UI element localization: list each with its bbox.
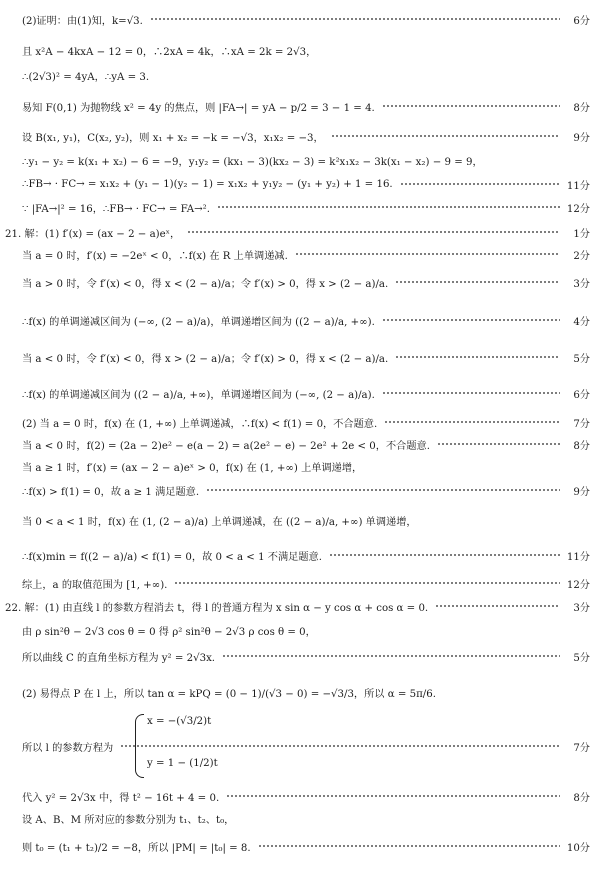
dot-leader bbox=[150, 18, 560, 20]
solution-line bbox=[0, 434, 600, 454]
solution-line bbox=[0, 310, 600, 330]
line-text: 22. 解：(1) 由直线 l 的参数方程消去 t，得 l 的普通方程为 x sin α − y cos α + cos α = 0. bbox=[5, 602, 429, 614]
solution-line bbox=[0, 347, 600, 367]
line-text: 代入 y² = 2√3x 中，得 t² − 16t + 4 = 0. bbox=[22, 792, 220, 804]
line-text: (2) 当 a = 0 时，f(x) 在 (1, +∞) 上单调递减，∴f(x) < f(1) = 0，不合题意. bbox=[22, 418, 378, 430]
line-text: ∴(2√3)² = 4yA，∴yA = 3. bbox=[22, 71, 150, 83]
solution-line bbox=[0, 736, 600, 756]
score-mark: 2分 bbox=[573, 250, 590, 262]
line-text: ∴f(x)min = f((2 − a)/a) < f(1) = 0，故 0 < a < 1 不满足题意. bbox=[22, 551, 322, 563]
solution-line bbox=[0, 620, 600, 640]
score-mark: 1分 bbox=[573, 228, 590, 240]
dot-leader bbox=[295, 253, 560, 255]
score-mark: 12分 bbox=[566, 203, 590, 215]
dot-leader bbox=[400, 183, 560, 185]
solution-line bbox=[0, 456, 600, 476]
score-mark: 7分 bbox=[573, 742, 590, 754]
solution-line bbox=[0, 222, 600, 242]
solution-line bbox=[0, 383, 600, 403]
solution-line bbox=[0, 480, 600, 500]
line-text: 21. 解：(1) f′(x) = (ax − 2 − a)eˣ， bbox=[5, 228, 181, 240]
solution-line bbox=[0, 545, 600, 565]
line-text: 易知 F(0,1) 为抛物线 x² = 4y 的焦点，则 |FA→| = yA − p/2 = 3 − 1 = 4. bbox=[22, 102, 375, 114]
line-text: ∴f(x) > f(1) = 0，故 a ≥ 1 满足题意. bbox=[22, 486, 200, 498]
param-eq-y: y = 1 − (1/2)t bbox=[147, 758, 218, 769]
dot-leader bbox=[222, 655, 560, 657]
solution-line bbox=[0, 646, 600, 666]
score-mark: 6分 bbox=[573, 389, 590, 401]
line-text: 所以 l 的参数方程为 bbox=[22, 742, 114, 754]
solution-line bbox=[0, 126, 600, 146]
score-mark: 8分 bbox=[573, 102, 590, 114]
line-text: 所以曲线 C 的直角坐标方程为 y² = 2√3x. bbox=[22, 652, 216, 664]
score-mark: 6分 bbox=[573, 15, 590, 27]
dot-leader bbox=[395, 356, 560, 358]
solution-line bbox=[0, 573, 600, 593]
solution-line bbox=[0, 412, 600, 432]
dot-leader bbox=[331, 135, 560, 137]
score-mark: 8分 bbox=[573, 440, 590, 452]
line-text: 当 0 < a < 1 时，f(x) 在 (1, (2 − a)/a) 上单调递减，在 ((2 − a)/a, +∞) 单调递增， bbox=[22, 516, 417, 528]
solution-line bbox=[0, 510, 600, 530]
line-text: ∴f(x) 的单调递减区间为 (−∞, (2 − a)/a)，单调递增区间为 ((2 − a)/a, +∞). bbox=[22, 316, 375, 328]
dot-leader bbox=[120, 745, 560, 747]
dot-leader bbox=[382, 392, 560, 394]
solution-line bbox=[0, 272, 600, 292]
dot-leader bbox=[226, 795, 560, 797]
solution-line bbox=[0, 150, 600, 170]
system-brace bbox=[135, 714, 144, 778]
line-text: ∵ |FA→|² = 16，∴FB→ · FC→ = FA→². bbox=[22, 203, 211, 215]
solution-line bbox=[0, 836, 600, 856]
line-text: 当 a > 0 时，令 f′(x) < 0，得 x < (2 − a)/a；令 f′(x) > 0，得 x > (2 − a)/a. bbox=[22, 278, 389, 290]
dot-leader bbox=[395, 281, 560, 283]
solution-line bbox=[0, 65, 600, 85]
score-mark: 12分 bbox=[566, 579, 590, 591]
solution-line bbox=[0, 40, 600, 60]
score-mark: 3分 bbox=[573, 278, 590, 290]
score-mark: 5分 bbox=[573, 652, 590, 664]
dot-leader bbox=[217, 206, 560, 208]
solution-line bbox=[0, 96, 600, 116]
line-text: 当 a ≥ 1 时，f′(x) = (ax − 2 − a)eˣ > 0，f(x) 在 (1, +∞) 上单调递增， bbox=[22, 462, 363, 474]
solution-line bbox=[0, 197, 600, 217]
line-text: ∴FB→ · FC→ = x₁x₂ + (y₁ − 1)(y₂ − 1) = x₁x₂ + y₁y₂ − (y₁ + y₂) + 1 = 16. bbox=[22, 178, 393, 190]
solution-line bbox=[0, 244, 600, 264]
param-eq-x: x = −(√3/2)t bbox=[147, 716, 212, 727]
dot-leader bbox=[187, 231, 560, 233]
line-text: 则 t₀ = (t₁ + t₂)/2 = −8，所以 |PM| = |t₀| = 8. bbox=[22, 842, 251, 854]
score-mark: 11分 bbox=[566, 180, 590, 192]
line-text: 设 A、B、M 所对应的参数分别为 t₁、t₂、t₀， bbox=[22, 814, 235, 826]
line-text: ∴y₁ − y₂ = k(x₁ + x₂) − 6 = −9，y₁y₂ = (kx₁ − 3)(kx₂ − 3) = k²x₁x₂ − 3k(x₁ − x₂) − 9 = 9， bbox=[22, 156, 483, 168]
solution-line bbox=[0, 808, 600, 828]
dot-leader bbox=[258, 845, 560, 847]
score-mark: 4分 bbox=[573, 316, 590, 328]
line-text: 当 a < 0 时，f(2) = (2a − 2)e² − e(a − 2) = a(2e² − e) − 2e² + 2e < 0，不合题意. bbox=[22, 440, 430, 452]
dot-leader bbox=[382, 105, 560, 107]
dot-leader bbox=[435, 605, 560, 607]
line-text: 且 x²A − 4kxA − 12 = 0，∴2xA = 4k，∴xA = 2k = 2√3， bbox=[22, 46, 317, 58]
dot-leader bbox=[174, 582, 560, 584]
dot-leader bbox=[437, 443, 560, 445]
score-mark: 7分 bbox=[573, 418, 590, 430]
line-text: 综上，a 的取值范围为 [1, +∞). bbox=[22, 579, 168, 591]
score-mark: 11分 bbox=[566, 551, 590, 563]
line-text: 由 ρ sin²θ − 2√3 cos θ = 0 得 ρ² sin²θ − 2√3 ρ cos θ = 0， bbox=[22, 626, 316, 638]
solution-line bbox=[0, 9, 600, 29]
solution-line bbox=[0, 682, 600, 702]
line-text: 当 a < 0 时，令 f′(x) < 0，得 x > (2 − a)/a；令 f′(x) > 0，得 x < (2 − a)/a. bbox=[22, 353, 389, 365]
dot-leader bbox=[206, 489, 560, 491]
score-mark: 8分 bbox=[573, 792, 590, 804]
solution-line bbox=[0, 174, 600, 194]
line-text: (2) 易得点 P 在 l 上，所以 tan α = kPQ = (0 − 1)/(√3 − 0) = −√3/3，所以 α = 5π/6. bbox=[22, 688, 436, 700]
solution-line bbox=[0, 596, 600, 616]
line-text: ∴f(x) 的单调递减区间为 ((2 − a)/a, +∞)，单调递增区间为 (−∞, (2 − a)/a). bbox=[22, 389, 375, 401]
score-mark: 5分 bbox=[573, 353, 590, 365]
score-mark: 9分 bbox=[573, 132, 590, 144]
score-mark: 3分 bbox=[573, 602, 590, 614]
dot-leader bbox=[382, 319, 560, 321]
score-mark: 9分 bbox=[573, 486, 590, 498]
dot-leader bbox=[329, 554, 560, 556]
dot-leader bbox=[384, 421, 560, 423]
solution-line bbox=[0, 786, 600, 806]
line-text: 设 B(x₁, y₁)，C(x₂, y₂)，则 x₁ + x₂ = −k = −√3，x₁x₂ = −3， bbox=[22, 132, 324, 144]
line-text: (2)证明：由(1)知，k=√3. bbox=[22, 15, 143, 27]
line-text: 当 a = 0 时，f′(x) = −2eˣ < 0，∴f(x) 在 R 上单调递减. bbox=[22, 250, 288, 262]
score-mark: 10分 bbox=[566, 842, 590, 854]
